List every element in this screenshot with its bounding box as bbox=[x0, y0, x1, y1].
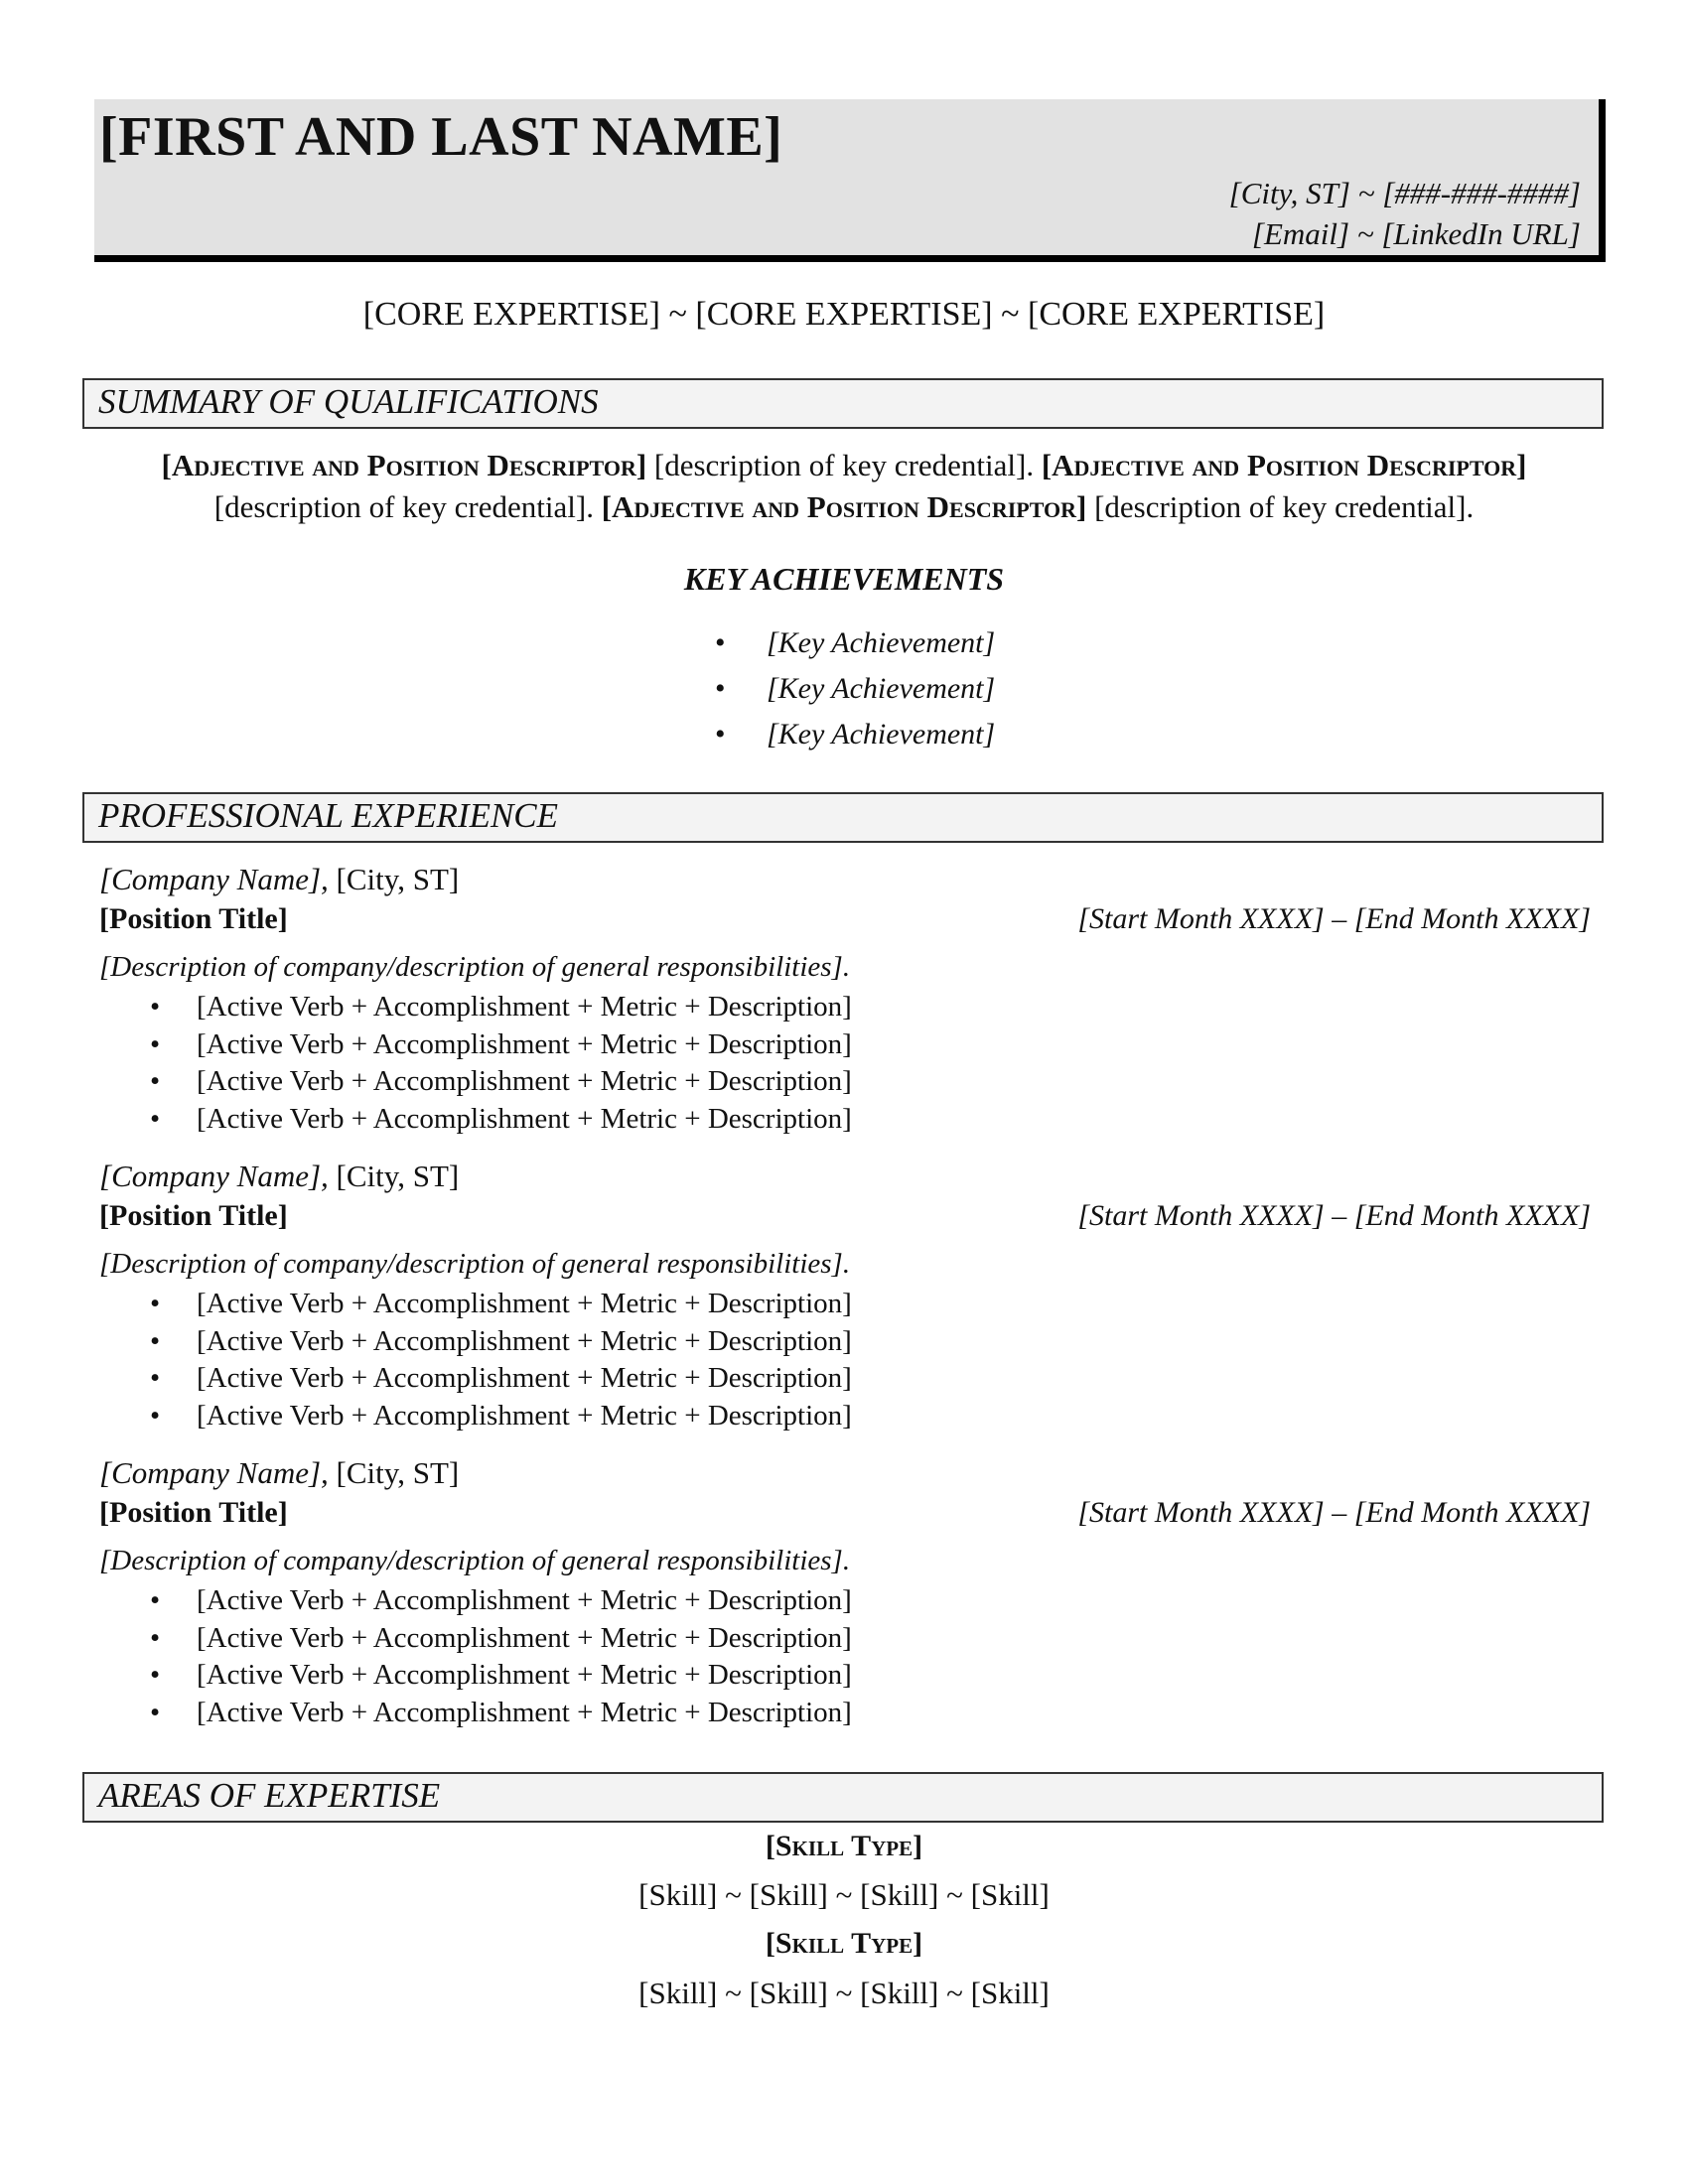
candidate-name: [FIRST AND LAST NAME] bbox=[99, 106, 783, 168]
section-header-summary bbox=[82, 378, 1604, 429]
accomplishment-list bbox=[150, 1582, 852, 1731]
key-achievements-list bbox=[710, 620, 995, 757]
job-entry bbox=[96, 1159, 1591, 1446]
key-credential: [description of key credential]. bbox=[1094, 489, 1475, 524]
core-expertise-line: [CORE EXPERTISE] ~ [CORE EXPERTISE] ~ [CORE EXPERTISE] bbox=[362, 296, 1326, 333]
accomplishment-item: • [Active Verb + Accomplishment + Metric + Description] bbox=[150, 1323, 852, 1361]
resume-header bbox=[94, 99, 1606, 262]
employment-dates: [Start Month XXXX] – [End Month XXXX] bbox=[1077, 1199, 1591, 1232]
company-line bbox=[99, 862, 459, 897]
contact-email-linkedin: [Email] ~ [LinkedIn URL] bbox=[1251, 216, 1581, 251]
accomplishment-item: • [Active Verb + Accomplishment + Metric + Description] bbox=[150, 1657, 852, 1695]
company-location: [City, ST] bbox=[336, 1455, 460, 1490]
contact-info bbox=[1229, 173, 1581, 254]
key-credential: [description of key credential]. bbox=[653, 448, 1035, 482]
accomplishment-item: • [Active Verb + Accomplishment + Metric + Description] bbox=[150, 1620, 852, 1658]
section-title: SUMMARY OF QUALIFICATIONS bbox=[98, 382, 599, 421]
accomplishment-item: • [Active Verb + Accomplishment + Metric + Description] bbox=[150, 1063, 852, 1101]
company-line bbox=[99, 1455, 459, 1491]
skill-type-heading: [Skill Type] bbox=[765, 1927, 923, 1960]
company-line bbox=[99, 1159, 459, 1194]
employment-dates: [Start Month XXXX] – [End Month XXXX] bbox=[1077, 902, 1591, 935]
position-title: [Position Title] bbox=[99, 1199, 288, 1232]
key-achievement-item: • [Key Achievement] bbox=[710, 712, 995, 757]
skill-list: [Skill] ~ [Skill] ~ [Skill] ~ [Skill] bbox=[638, 1877, 1050, 1912]
position-descriptor: [Adjective and Position Descriptor] bbox=[1041, 448, 1527, 482]
position-title: [Position Title] bbox=[99, 1496, 288, 1529]
accomplishment-list bbox=[150, 989, 852, 1138]
skill-type-heading: [Skill Type] bbox=[765, 1830, 923, 1862]
company-name: [Company Name], bbox=[99, 1159, 329, 1193]
summary-paragraph bbox=[94, 445, 1594, 528]
accomplishment-item: • [Active Verb + Accomplishment + Metric + Description] bbox=[150, 1101, 852, 1139]
company-name: [Company Name], bbox=[99, 1455, 329, 1490]
company-location: [City, ST] bbox=[336, 1159, 460, 1193]
accomplishment-item: • [Active Verb + Accomplishment + Metric + Description] bbox=[150, 1286, 852, 1323]
contact-location-phone: [City, ST] ~ [###-###-####] bbox=[1228, 176, 1581, 210]
section-header-experience bbox=[82, 792, 1604, 843]
accomplishment-item: • [Active Verb + Accomplishment + Metric + Description] bbox=[150, 1695, 852, 1732]
key-achievements-heading: KEY ACHIEVEMENTS bbox=[683, 561, 1005, 597]
position-descriptor: [Adjective and Position Descriptor] bbox=[161, 448, 647, 482]
key-achievement-item: • [Key Achievement] bbox=[710, 620, 995, 666]
key-achievement-item: • [Key Achievement] bbox=[710, 666, 995, 712]
accomplishment-item: • [Active Verb + Accomplishment + Metric + Description] bbox=[150, 989, 852, 1026]
job-description: [Description of company/description of general responsibilities]. bbox=[99, 951, 851, 983]
position-descriptor: [Adjective and Position Descriptor] bbox=[601, 489, 1087, 524]
accomplishment-item: • [Active Verb + Accomplishment + Metric + Description] bbox=[150, 1582, 852, 1620]
key-credential: [description of key credential]. bbox=[213, 489, 594, 524]
job-entry bbox=[96, 1455, 1591, 1743]
accomplishment-item: • [Active Verb + Accomplishment + Metric + Description] bbox=[150, 1026, 852, 1064]
accomplishment-item: • [Active Verb + Accomplishment + Metric + Description] bbox=[150, 1360, 852, 1398]
job-description: [Description of company/description of general responsibilities]. bbox=[99, 1248, 851, 1280]
employment-dates: [Start Month XXXX] – [End Month XXXX] bbox=[1077, 1496, 1591, 1529]
skill-list: [Skill] ~ [Skill] ~ [Skill] ~ [Skill] bbox=[638, 1976, 1050, 2010]
section-title: PROFESSIONAL EXPERIENCE bbox=[98, 796, 559, 835]
company-name: [Company Name], bbox=[99, 862, 329, 896]
section-header-expertise bbox=[82, 1772, 1604, 1823]
accomplishment-item: • [Active Verb + Accomplishment + Metric + Description] bbox=[150, 1398, 852, 1435]
accomplishment-list bbox=[150, 1286, 852, 1434]
job-entry bbox=[96, 862, 1591, 1150]
job-description: [Description of company/description of general responsibilities]. bbox=[99, 1545, 851, 1576]
position-title: [Position Title] bbox=[99, 902, 288, 935]
company-location: [City, ST] bbox=[336, 862, 460, 896]
section-title: AREAS OF EXPERTISE bbox=[98, 1776, 441, 1815]
